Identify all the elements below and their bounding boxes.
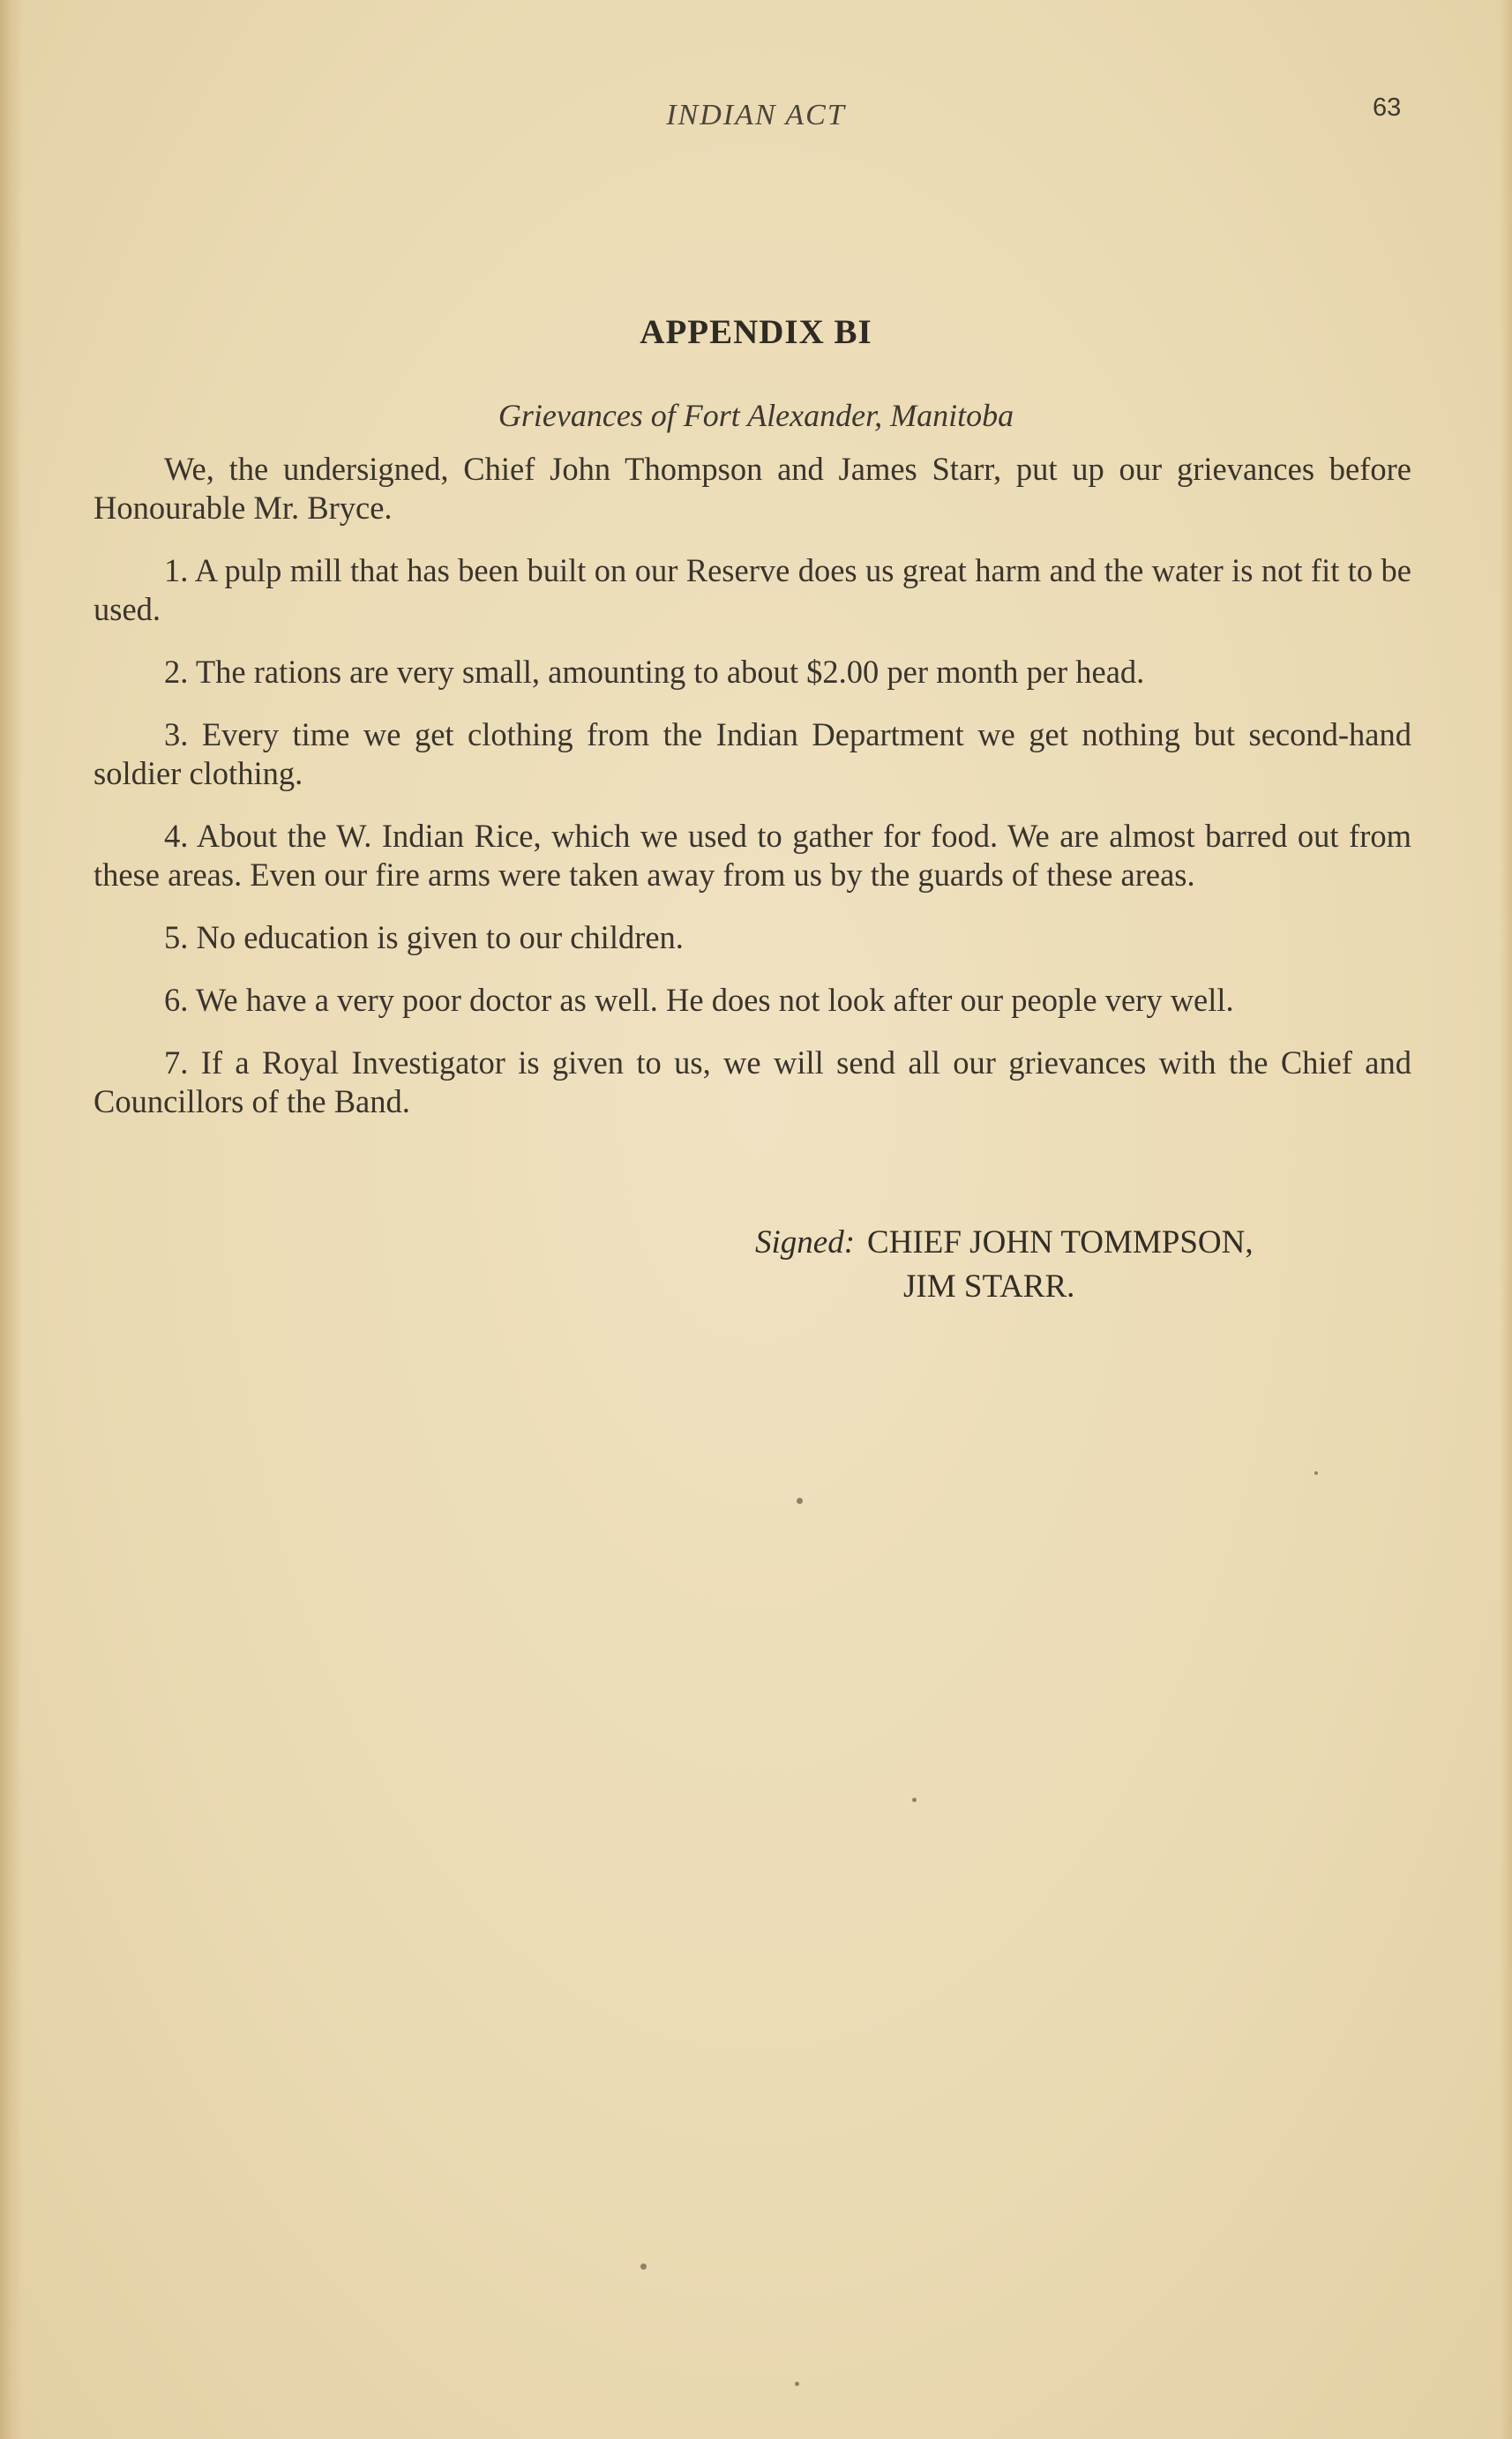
grievances-body <box>94 450 1411 1145</box>
signature-block <box>755 1221 1426 1309</box>
page-number: 63 <box>1373 94 1402 122</box>
paper-speck <box>1314 1471 1318 1475</box>
signatory-chief: CHIEF JOHN TOMMPSON, <box>867 1224 1254 1261</box>
page-edge-right <box>1500 0 1512 2439</box>
grievance-item-4: 4. About the W. Indian Rice, which we used to gather for food. We are almost barred out from these areas. Even our fire arms were taken away from us by the guards of these areas. <box>94 818 1411 893</box>
grievance-item-6: 6. We have a very poor doctor as well. He does not look after our people very well. <box>164 982 1234 1018</box>
paper-speck <box>797 1498 803 1504</box>
appendix-title: APPENDIX BI <box>640 313 872 351</box>
grievance-item-3: 3. Every time we get clothing from the Indian Department we get nothing but second-hand soldier clothing. <box>94 716 1411 791</box>
grievance-item-2: 2. The rations are very small, amounting to about $2.00 per month per head. <box>164 654 1145 690</box>
grievance-item-5: 5. No education is given to our children. <box>164 919 684 955</box>
signature-line-2 <box>755 1265 1426 1309</box>
running-head: INDIAN ACT <box>666 99 846 131</box>
grievance-item-7: 7. If a Royal Investigator is given to us, we will send all our grievances with the Chief and Councillors of the Band. <box>94 1044 1411 1119</box>
signature-line-1 <box>755 1221 1426 1265</box>
intro-paragraph: We, the undersigned, Chief John Thompson and James Starr, put up our grievances before Honourable Mr. Bryce. <box>94 451 1411 526</box>
paper-speck <box>912 1798 917 1802</box>
page-edge-left <box>0 0 23 2439</box>
signed-label: Signed: <box>755 1224 856 1261</box>
paper-speck <box>795 2382 799 2386</box>
signatory-starr: JIM STARR. <box>903 1268 1075 1305</box>
grievance-item-1: 1. A pulp mill that has been built on our Reserve does us great harm and the water is not fit to be used. <box>94 552 1411 627</box>
paper-speck <box>640 2263 647 2270</box>
appendix-subtitle: Grievances of Fort Alexander, Manitoba <box>498 398 1014 433</box>
